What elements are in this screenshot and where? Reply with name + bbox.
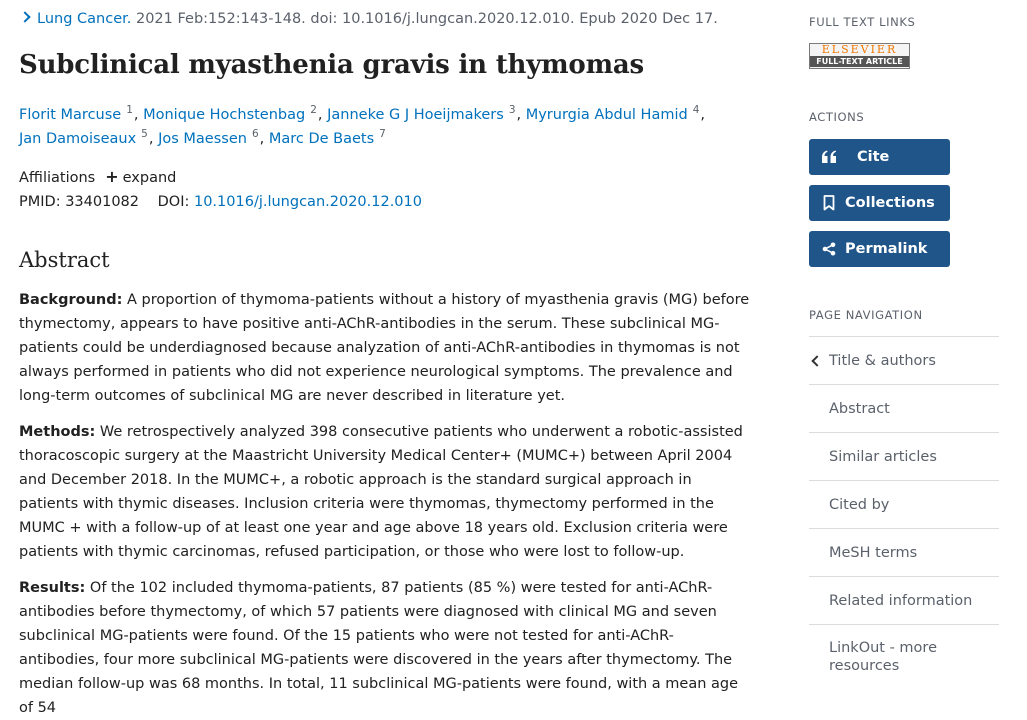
expand-label: expand <box>122 170 177 186</box>
affiliation-ref[interactable]: 3 <box>508 104 516 116</box>
methods-text: We retrospectively analyzed 398 consecutive patients who underwent a robotic-assisted thoracoscopic surgery at the Maastricht University Medical Center+ (MUMC+) between April 2004 and December 2018. In the MUMC+, a robotic approach is the standard surgical approach in patients with thymic diseases. Inclusion criteria were thymomas, thymectomy performed in the MUMC + with a follow-up of at least one year and age above 18 years old. Exclusion criteria were patients with thymic carcinomas, refused participation, or those who were lost to follow-up. <box>19 424 743 560</box>
nav-mesh-terms[interactable] <box>809 528 999 576</box>
nav-label: LinkOut - more resources <box>829 640 937 674</box>
nav-related-information[interactable] <box>809 576 999 624</box>
affiliation-ref[interactable]: 2 <box>310 104 317 116</box>
nav-label: Cited by <box>829 496 890 513</box>
nav-linkout[interactable] <box>809 624 999 684</box>
collections-button[interactable] <box>809 185 950 221</box>
affiliation-ref[interactable]: 7 <box>379 128 386 140</box>
nav-label: MeSH terms <box>829 544 918 561</box>
nav-label: Abstract <box>829 400 890 417</box>
affiliation-ref[interactable]: 4 <box>692 104 700 116</box>
author-link[interactable]: Marc De Baets <box>268 131 375 147</box>
affiliations-label: Affiliations <box>19 170 96 186</box>
chevron-right-icon <box>19 11 30 22</box>
elsevier-logo-text: ELSEVIER <box>821 43 898 56</box>
affiliations-toggle[interactable] <box>19 167 176 186</box>
article-ids <box>19 194 422 210</box>
share-icon <box>821 241 837 257</box>
author-link[interactable]: Jos Maessen <box>158 131 247 147</box>
permalink-button[interactable] <box>809 231 950 267</box>
journal-link[interactable]: Lung Cancer. <box>37 11 132 27</box>
author-link[interactable]: Monique Hochstenbag <box>143 107 306 123</box>
collections-label: Collections <box>845 195 935 211</box>
affiliation-ref[interactable]: 1 <box>126 104 133 116</box>
quote-icon <box>821 149 837 165</box>
full-text-links-heading: FULL TEXT LINKS <box>809 15 916 29</box>
nav-similar-articles[interactable] <box>809 432 999 480</box>
pmid-value: 33401082 <box>65 194 140 210</box>
page-navigation-heading: PAGE NAVIGATION <box>809 308 923 322</box>
nav-label: Title & authors <box>829 352 936 369</box>
nav-title-authors[interactable] <box>809 336 999 384</box>
cite-label: Cite <box>857 149 890 165</box>
page-navigation <box>809 336 999 684</box>
pmid-label: PMID: <box>19 194 61 210</box>
nav-label: Related information <box>829 592 973 609</box>
author-link[interactable]: Jan Damoiseaux <box>19 131 137 147</box>
abstract-heading: Abstract <box>19 248 110 272</box>
author-list: Florit Marcuse $^1$, Monique Hochstenbag $^2$, Janneke G J Hoeijmakers $^3$, Myrurgia Abdul Hamid $^4$, Jan Damoiseaux $^5$, Jos Maessen $^6$, Marc De Baets $^7$ <box>19 104 705 147</box>
article-title: Subclinical myasthenia gravis in thymomas <box>19 50 644 80</box>
methods-label: Methods: <box>19 424 96 440</box>
full-text-article-text: FULL-TEXT ARTICLE <box>810 56 909 67</box>
nav-label: Similar articles <box>829 448 937 465</box>
citation-line <box>19 11 718 27</box>
affiliation-ref[interactable]: 5 <box>141 128 148 140</box>
abstract-results <box>19 576 754 720</box>
results-label: Results: <box>19 580 86 596</box>
background-text: A proportion of thymoma-patients without a history of myasthenia gravis (MG) before thymectomy, appears to have positive anti-AChR-antibodies in the serum. These subclinical MG-patients could be underdiagnosed because analyzation of anti-AChR-antibodies in thymomas is not always performed in patients who did not experience neurological symptoms. The prevalence and long-term outcomes of subclinical MG are never described in literature yet. <box>19 292 750 404</box>
abstract-methods <box>19 420 754 564</box>
citation-details: 2021 Feb:152:143-148. doi: 10.1016/j.lungcan.2020.12.010. Epub 2020 Dec 17. <box>131 11 718 27</box>
actions-heading: ACTIONS <box>809 110 865 124</box>
plus-icon: + <box>105 167 119 186</box>
chevron-left-icon <box>811 355 822 366</box>
nav-abstract[interactable] <box>809 384 999 432</box>
author-link[interactable]: Myrurgia Abdul Hamid <box>525 107 688 123</box>
results-text: Of the 102 included thymoma-patients, 87 patients (85 %) were tested for anti-AChR-antibodies before thymectomy, of which 57 patients were diagnosed with clinical MG and seven subclinical MG-patients were found. Of the 15 patients who were not tested for anti-AChR-antibodies, four more subclinical MG-patients were discovered in the years after thymectomy. The median follow-up was 68 months. In total, 11 subclinical MG-patients were found, with a mean age of 54 <box>19 580 739 716</box>
affiliation-ref[interactable]: 6 <box>251 128 259 140</box>
bookmark-icon <box>821 195 837 211</box>
author-link[interactable]: Janneke G J Hoeijmakers <box>327 107 504 123</box>
doi-link[interactable]: 10.1016/j.lungcan.2020.12.010 <box>193 194 422 210</box>
doi-label: DOI: <box>157 194 190 210</box>
background-label: Background: <box>19 292 123 308</box>
nav-cited-by[interactable] <box>809 480 999 528</box>
elsevier-full-text-link[interactable] <box>809 43 910 69</box>
abstract-background <box>19 288 754 408</box>
author-link[interactable]: Florit Marcuse <box>19 107 122 123</box>
cite-button[interactable] <box>809 139 950 175</box>
permalink-label: Permalink <box>845 241 928 257</box>
